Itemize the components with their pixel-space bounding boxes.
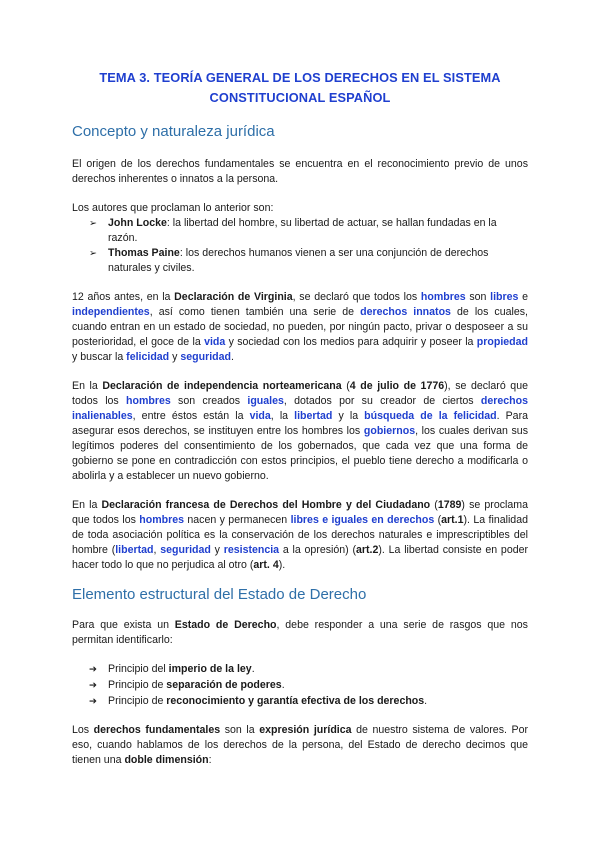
principles-list — [72, 662, 528, 709]
arrow-bullet-icon: ➢ — [89, 218, 97, 229]
paragraph-virginia: 12 años antes, en la Declaración de Virginia, se declaró que todos los hombres son libres e independientes, así como tienen también una serie de derechos innatos de los cuales, cuando entran en un estado de sociedad, no pueden, por ningún pacto, privar o desposeer a su posterioridad, el goce de la vida y sociedad con los medios para adquirir y poseer la propiedad y buscar la felicidad y seguridad. — [72, 291, 529, 363]
arrow-bullet-icon: ➔ — [89, 680, 97, 691]
paragraph-estado-derecho: Para que exista un Estado de Derecho, debe responder a una serie de rasgos que nos permitan identificarlo: — [72, 619, 528, 646]
section-heading-concepto: Concepto y naturaleza jurídica — [72, 123, 275, 140]
paragraph-norteamericana: En la Declaración de independencia norteamericana (4 de julio de 1776), se declaró que todos los hombres son creados iguales, dotados por su creador de ciertos derechos inalienables, entre éstos están la vida, la libertad y la búsqueda de la felicidad. Para asegurar esos derechos, se instituyen entre los hombres los gobiernos, los cuales derivan sus legítimos poderes del consentimiento de los gobernados, que cada vez que una forma de gobierno se pone en contradicción con estos principios, el pueblo tiene derecho a modificarla o abolirla y a establecer un nuevo gobierno. — [72, 380, 528, 482]
authors-list — [72, 216, 528, 276]
paragraph-francesa: En la Declaración francesa de Derechos del Hombre y del Ciudadano (1789) se proclama que todos los hombres nacen y permanecen libres e iguales en derechos (art.1). La finalidad de toda asociación política es la conservación de los derechos naturales e imprescriptibles del hombre (libertad, seguridad y resistencia a la opresión) (art.2). La libertad consiste en poder hacer todo lo que no perjudica al otro (art. 4). — [72, 499, 529, 571]
paragraph-autores-intro: Los autores que proclaman lo anterior son: — [72, 202, 274, 214]
section-heading-elemento: Elemento estructural del Estado de Derecho — [72, 586, 367, 603]
list-item: ➢ John Locke: la libertad del hombre, su libertad de actuar, se hallan fundadas en la razón. — [89, 217, 497, 244]
arrow-bullet-icon: ➔ — [89, 696, 97, 707]
list-item: ➢ Thomas Paine: los derechos humanos vienen a ser una conjunción de derechos naturales y civiles. — [89, 247, 489, 274]
document-page — [72, 68, 528, 768]
arrow-bullet-icon: ➔ — [89, 664, 97, 675]
arrow-bullet-icon: ➢ — [89, 248, 97, 259]
list-item: ➔ Principio del imperio de la ley. — [89, 663, 255, 675]
page-title: TEMA 3. TEORÍA GENERAL DE LOS DERECHOS EN EL SISTEMA CONSTITUCIONAL ESPAÑOL — [99, 70, 501, 105]
list-item: ➔ Principio de reconocimiento y garantía efectiva de los derechos. — [89, 695, 428, 707]
paragraph-origen: El origen de los derechos fundamentales se encuentra en el reconocimiento previo de unos derechos inherentes o innatos a la persona. — [72, 158, 528, 185]
list-item: ➔ Principio de separación de poderes. — [89, 679, 285, 691]
paragraph-derechos-fundamentales: Los derechos fundamentales son la expresión jurídica de nuestro sistema de valores. Por eso, cuando hablamos de los derechos de la persona, del Estado de derecho decimos que tienen una doble dimensión: — [72, 724, 528, 766]
